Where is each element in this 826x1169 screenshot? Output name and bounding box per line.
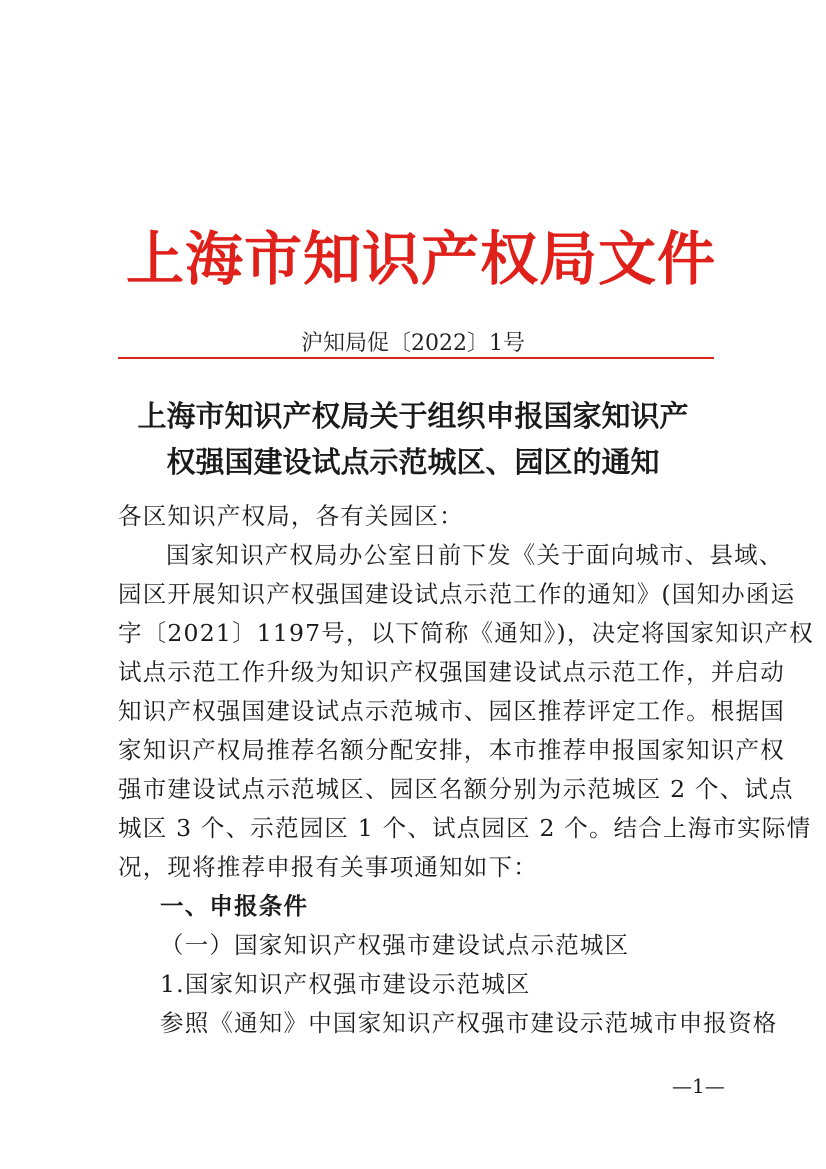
body-line: 试点示范工作升级为知识产权强国建设试点示范工作，并启动 <box>118 658 785 686</box>
body-line: 参照《通知》中国家知识产权强市建设示范城市申报资格 <box>160 1009 778 1037</box>
body-line: 字〔2021〕1197号，以下简称《通知》)，决定将国家知识产权 <box>118 619 814 647</box>
document-number: 沪知局促〔2022〕1号 <box>301 331 525 356</box>
body-line: 园区开展知识产权强国建设试点示范工作的通知》(国知办函运 <box>118 580 796 608</box>
body-line: 知识产权强国建设试点示范城市、园区推荐评定工作。根据国 <box>118 697 785 725</box>
body-line: 城区 3 个、示范园区 1 个、试点园区 2 个。结合上海市实际情 <box>118 814 812 842</box>
body-line: 家知识产权局推荐名额分配安排，本市推荐申报国家知识产权 <box>118 736 785 764</box>
document-title-line-2: 权强国建设试点示范城区、园区的通知 <box>166 445 660 479</box>
issuing-authority-title: 上海市知识产权局文件 <box>125 225 716 293</box>
body-line: 国家知识产权局办公室日前下发《关于面向城市、县域、 <box>166 541 784 569</box>
document-title-line-1: 上海市知识产权局关于组织申报国家知识产 <box>137 399 689 433</box>
page-number: —1— <box>672 1074 725 1098</box>
red-divider <box>118 357 714 359</box>
subsection-heading: （一）国家知识产权强市建设试点示范城区 <box>160 931 630 959</box>
body-line: 况，现将推荐申报有关事项通知如下： <box>118 853 538 881</box>
item-heading: 1.国家知识产权强市建设示范城区 <box>160 970 531 998</box>
salutation: 各区知识产权局，各有关园区： <box>118 502 464 530</box>
section-heading: 一、申报条件 <box>160 892 309 920</box>
body-line: 强市建设试点示范城区、园区名额分别为示范城区 2 个、试点 <box>118 775 794 803</box>
